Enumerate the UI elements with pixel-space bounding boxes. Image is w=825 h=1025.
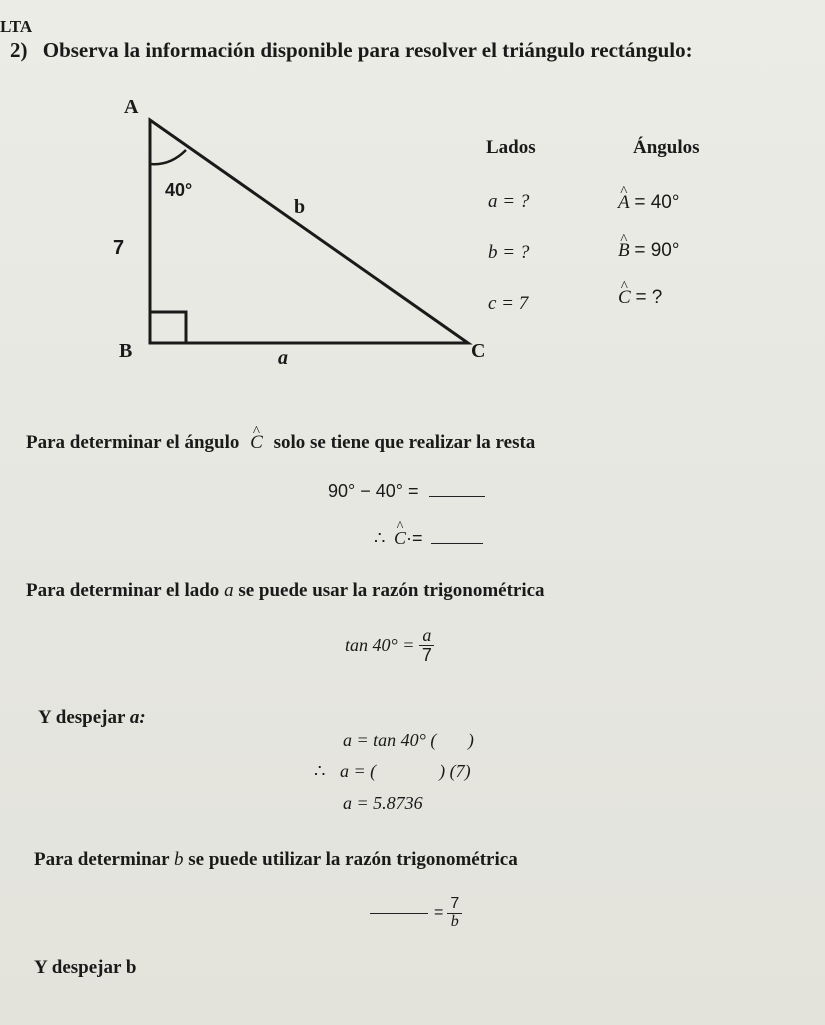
despejar-a-label [38, 707, 146, 729]
angle-c-text-after: solo se tiene que realizar la resta [273, 432, 536, 453]
angle-a-label: 40° [165, 180, 193, 200]
question-prompt: Observa la información disponible para resolver el triángulo rectángulo: [42, 38, 693, 62]
angle-c-symbol: ^ C [618, 287, 631, 309]
tan-fraction-denominator: 7 [421, 644, 432, 665]
side-b-label: b [294, 196, 306, 218]
col-sides-header: Lados [486, 137, 536, 158]
vertex-c-label: C [471, 340, 486, 362]
angle-c-inline-symbol: ^ C [250, 432, 263, 454]
angle-b-row [618, 240, 679, 262]
angle-a-symbol: ^ A [618, 192, 630, 214]
side-b-instruction [34, 849, 518, 871]
angle-b-symbol: ^ B [618, 240, 630, 262]
side-b-text-after: se puede utilizar la razón trigonométrica [188, 849, 518, 870]
subtraction-equation [328, 481, 485, 502]
side-a-variable: a [224, 580, 234, 601]
solve-a-line1: a = tan 40° ( ) [343, 730, 474, 750]
angle-a-row [618, 192, 679, 214]
vertex-b-label: B [119, 340, 133, 362]
side-a-text-after: se puede usar la razón trigonométrica [238, 580, 545, 601]
side-a-label: a [278, 347, 288, 369]
right-angle-marker [150, 312, 186, 343]
side-b-fraction-denominator: b [450, 912, 459, 930]
angle-c-instruction [26, 432, 535, 454]
corner-label: LTA [0, 17, 33, 36]
side-a-row: a = ? [488, 191, 530, 212]
subtraction-answer-blank[interactable] [429, 496, 485, 497]
angle-a-value: = 40° [634, 192, 680, 213]
despejar-a-text: Y despejar [38, 707, 126, 728]
col-angles-header: Ángulos [633, 137, 700, 158]
side-a-text-before: Para determinar el lado [26, 580, 220, 601]
side-b-ratio-blank[interactable] [370, 913, 428, 914]
tan-fraction [419, 626, 435, 665]
subtraction-expression: 90° − 40° = [328, 481, 419, 501]
side-c-label: 7 [113, 237, 125, 259]
angle-c-value: = ? [635, 287, 663, 308]
side-b-equals: = [434, 904, 444, 922]
tan-equation [345, 626, 435, 665]
therefore-symbol: ∴ [374, 528, 386, 548]
vertex-a-label: A [124, 96, 139, 118]
angle-b-value: = 90° [634, 240, 680, 261]
side-c-row: c = 7 [488, 293, 529, 314]
despejar-a-variable: a: [129, 707, 146, 728]
angle-c-result-equation [374, 528, 483, 549]
angle-c-result-equals: ·= [405, 528, 423, 548]
side-b-row: b = ? [488, 242, 530, 263]
solve-a-line3: a = 5.8736 [343, 793, 423, 813]
side-b-variable: b [174, 849, 184, 870]
solve-a-expression: a = ( ) (7) [339, 761, 471, 781]
right-triangle [150, 120, 468, 343]
angle-c-result-symbol: ^ C [394, 528, 406, 549]
side-b-fraction [447, 896, 462, 931]
angle-c-row [618, 287, 662, 309]
side-b-fraction-numerator: 7 [447, 896, 462, 914]
side-b-text-before: Para determinar [34, 849, 170, 870]
angle-c-answer-blank[interactable] [431, 543, 483, 544]
question-number: 2) [10, 38, 28, 62]
solve-a-line2 [314, 761, 471, 782]
tan-fraction-numerator: a [419, 626, 434, 646]
despejar-b-label: Y despejar b [34, 957, 137, 978]
angle-c-text-before: Para determinar el ángulo [26, 432, 240, 453]
solve-a-therefore: ∴ [314, 761, 326, 781]
angle-a-arc [150, 150, 186, 164]
tan-expression: tan 40° = [345, 634, 415, 655]
side-a-instruction [26, 580, 545, 602]
side-b-equation [370, 896, 462, 931]
